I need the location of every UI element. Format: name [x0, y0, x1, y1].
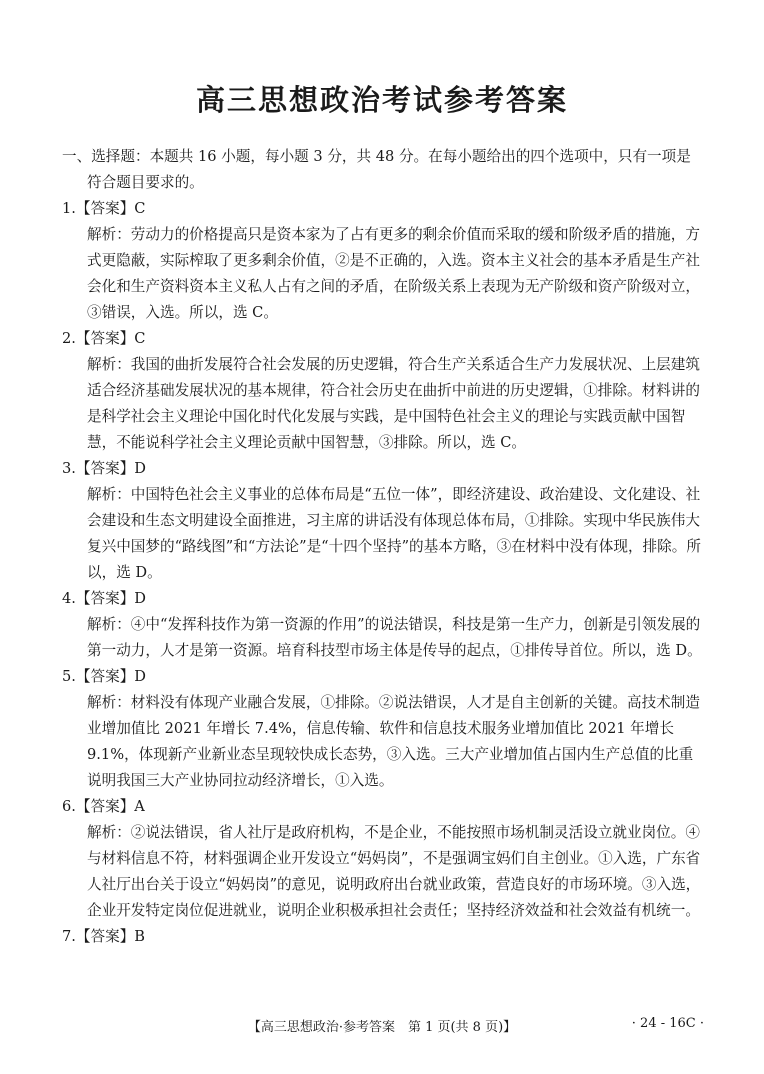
- answer-label: 5.【答案】D: [62, 668, 146, 685]
- footer-code: · 24 - 16C ·: [631, 1016, 704, 1031]
- analysis-text: 解析：中国特色社会主义事业的总体布局是“五位一体”，即经济建设、政治建设、文化建设、社会建设和生态文明建设全面推进，习主席的讲话没有体现总体布局，①排除。实现中华民族伟大复兴中国梦的“路线图”和“方法论”是“十四个坚持”的基本方略，③在材料中没有体现，排除。所以，选 D。: [87, 486, 701, 581]
- analysis-text: 解析：我国的曲折发展符合社会发展的历史逻辑，符合生产关系适合生产力发展状况、上层建筑适合经济基础发展状况的基本规律，符合社会历史在曲折中前进的历史逻辑，①排除。材料讲的是科学社会主义理论中国化时代化发展与实践，是中国特色社会主义的理论与实践贡献中国智慧，不能说科学社会主义理论贡献中国智慧，③排除。所以，选 C。: [87, 356, 700, 451]
- answer-content: [62, 144, 702, 950]
- question-item: [62, 196, 702, 326]
- answer-label: 1.【答案】C: [62, 200, 146, 217]
- question-item: [62, 924, 702, 950]
- answer-label: 6.【答案】A: [62, 798, 145, 815]
- footer-page-info: 【高三思想政治·参考答案 第 1 页(共 8 页)】: [247, 1020, 517, 1035]
- analysis-text: 解析：劳动力的价格提高只是资本家为了占有更多的剩余价值而采取的缓和阶级矛盾的措施，方式更隐蔽，实际榨取了更多剩余价值，②是不正确的，入选。资本主义社会的基本矛盾是生产社会化和生产资料资本主义私人占有之间的矛盾，在阶级关系上表现为无产阶级和资产阶级对立，③错误，入选。所以，选 C。: [87, 226, 700, 321]
- question-item: [62, 326, 702, 456]
- answer-label: 3.【答案】D: [62, 460, 146, 477]
- section-intro: 一、选择题：本题共 16 小题，每小题 3 分，共 48 分。在每小题给出的四个选项中，只有一项是符合题目要求的。: [62, 148, 691, 191]
- question-item: [62, 794, 702, 924]
- analysis-text: 解析：②说法错误，省人社厅是政府机构，不是企业，不能按照市场机制灵活设立就业岗位。④与材料信息不符，材料强调企业开发设立“妈妈岗”，不是强调宝妈们自主创业。①入选，广东省人社厅出台关于设立“妈妈岗”的意见，说明政府出台就业政策，营造良好的市场环境。③入选，企业开发特定岗位促进就业，说明企业积极承担社会责任；坚持经济效益和社会效益有机统一。: [87, 824, 701, 919]
- question-item: [62, 586, 702, 664]
- answer-label: 2.【答案】C: [62, 330, 146, 347]
- answer-label: 7.【答案】B: [62, 928, 146, 945]
- answer-label: 4.【答案】D: [62, 590, 146, 607]
- question-item: [62, 456, 702, 586]
- page-title: 高三思想政治考试参考答案: [195, 83, 568, 117]
- question-item: [62, 664, 702, 794]
- analysis-text: 解析：④中“发挥科技作为第一资源的作用”的说法错误，科技是第一生产力，创新是引领发展的第一动力，人才是第一资源。培育科技型市场主体是传导的起点，①排传导首位。所以，选 D。: [87, 616, 702, 659]
- analysis-text: 解析：材料没有体现产业融合发展，①排除。②说法错误，人才是自主创新的关键。高技术制造业增加值比 2021 年增长 7.4%，信息传输、软件和信息技术服务业增加值比 2021 年增长 9.1%，体现新产业新业态呈现较快成长态势，③入选。三大产业增加值占国内生产总值的比重说明我国三大产业协同拉动经济增长，①入选。: [87, 694, 700, 789]
